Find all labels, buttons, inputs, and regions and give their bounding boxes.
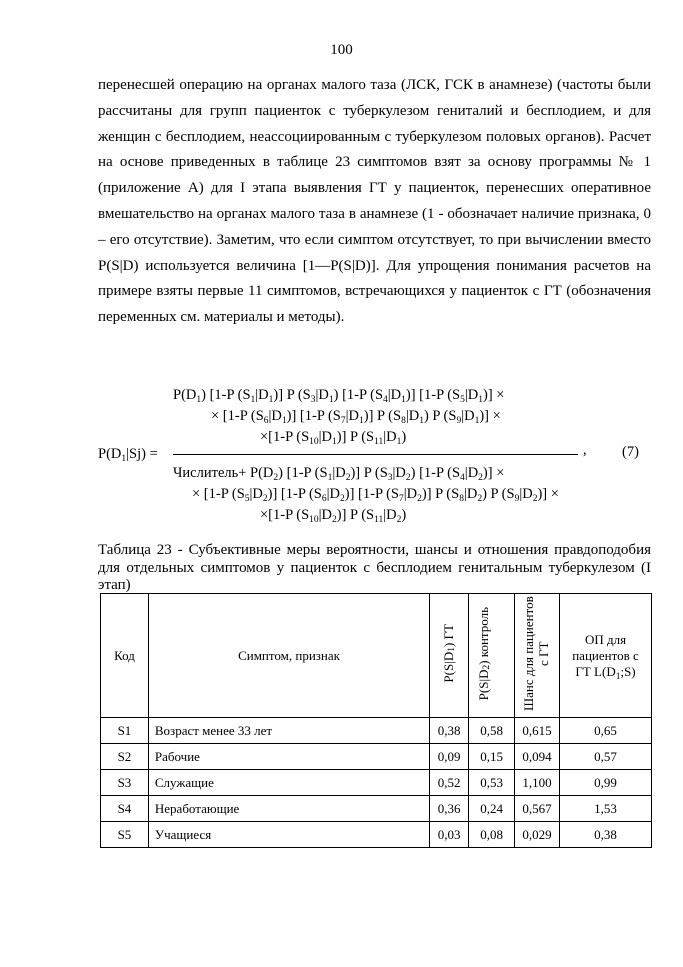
cell-p-control: 0,58 [469, 718, 515, 744]
header-lr: ОП для пациентов с ГТ $L(D_1;S)$ [560, 594, 652, 718]
table-row [101, 744, 652, 770]
cell-odds: 0,029 [515, 822, 560, 848]
cell-odds: 0,615 [515, 718, 560, 744]
formula-comma: , [583, 442, 587, 458]
cell-lr: 0,99 [560, 770, 652, 796]
cell-p-gt: 0,03 [430, 822, 469, 848]
formula-numerator-line-3: ×[1-P $(S_{10}|D_1)$] P $(S_{11}|D_1)$ [260, 429, 407, 447]
cell-lr: 1,53 [560, 796, 652, 822]
cell-p-control: 0,53 [469, 770, 515, 796]
header-odds: Шанс для пациентов с ГТ [515, 594, 560, 718]
cell-symptom: Учащиеся [148, 822, 429, 848]
cell-p-control: 0,08 [469, 822, 515, 848]
cell-p-gt: 0,38 [430, 718, 469, 744]
formula-number: (7) [622, 444, 639, 460]
cell-code: S1 [101, 718, 149, 744]
body-paragraph: перенесшей операцию на органах малого таза (ЛСК, ГСК в анамнезе) (частоты были рассчитаны для групп пациенток с туберкулезом гениталий и бесплодием, и для женщин с бесплодием, неассоциированным с туберкулезом половых органов). Расчет на основе приведенных в таблице 23 симптомов взят за основу программы № 1 (приложение А) для I этапа выявления ГТ у пациенток, перенесших оперативное вмешательство на органах малого таза в анамнезе (1 - обозначает наличие признака, 0 – его отсутствие). Заметим, что если симптом отсутствует, то при вычислении вместо P(S|D) используется величина [1—P(S|D)]. Для упрощения понимания расчетов на примере взяты первые 11 симптомов, встречающихся у пациенток с ГТ (обозначения переменных см. материалы и методы). [98, 77, 651, 326]
cell-symptom: Рабочие [148, 744, 429, 770]
cell-lr: 0,65 [560, 718, 652, 744]
table-row [101, 718, 652, 744]
formula-denominator-line-3: ×[1-P $(S_{10}|D_2)$] P $(S_{11}|D_2)$ [260, 507, 407, 525]
table-23 [100, 593, 652, 848]
table-row [101, 822, 652, 848]
header-code: Код [101, 594, 149, 718]
page-number: 100 [330, 42, 353, 58]
cell-odds: 0,567 [515, 796, 560, 822]
table-caption: Таблица 23 - Субъективные меры вероятности, шансы и отношения правдоподобия для отдельных симптомов у пациенток с бесплодием генитальным туберкулезом (I этап) [98, 542, 651, 593]
cell-symptom: Возраст менее 33 лет [148, 718, 429, 744]
cell-lr: 0,38 [560, 822, 652, 848]
cell-p-gt: 0,09 [430, 744, 469, 770]
cell-code: S2 [101, 744, 149, 770]
cell-p-gt: 0,52 [430, 770, 469, 796]
cell-odds: 1,100 [515, 770, 560, 796]
table-row [101, 770, 652, 796]
formula-lhs: $P(D_1|Sj)$ = [98, 446, 158, 464]
cell-odds: 0,094 [515, 744, 560, 770]
cell-code: S4 [101, 796, 149, 822]
cell-lr: 0,57 [560, 744, 652, 770]
formula-numerator-line-2: × [1-P $(S_6|D_1)$] [1-P $(S_7|D_1)$] P $(S_8|D_1)$ P $(S_9|D_1)$] × [211, 408, 501, 426]
cell-code: S3 [101, 770, 149, 796]
table-header-row [101, 594, 652, 718]
cell-symptom: Неработающие [148, 796, 429, 822]
cell-p-control: 0,15 [469, 744, 515, 770]
cell-p-control: 0,24 [469, 796, 515, 822]
formula-denominator-line-1: Числитель+ $P(D_2)$ [1-P $(S_1|D_2)$] P $(S_3|D_2)$ [1-P $(S_4|D_2)$] × [173, 465, 505, 483]
cell-code: S5 [101, 822, 149, 848]
formula-denominator-line-2: × [1-P $(S_5|D_2)$] [1-P $(S_6|D_2)$] [1-P $(S_7|D_2)$] P $(S_8|D_2)$ P $(S_9|D_2)$] × [192, 486, 559, 504]
table-row [101, 796, 652, 822]
cell-symptom: Служащие [148, 770, 429, 796]
header-p-gt: $P(S|D_1)$ ГТ [430, 594, 469, 718]
header-symptom: Симптом, признак [148, 594, 429, 718]
header-p-control: $P(S|D_2)$ контроль [469, 594, 515, 718]
fraction-bar [173, 454, 578, 455]
formula-numerator-line-1: $P(D_1)$ [1-P $(S_1|D_1)$] P $(S_3|D_1)$ [1-P $(S_4|D_1)$] [1-P $(S_5|D_1)$] × [173, 387, 505, 405]
cell-p-gt: 0,36 [430, 796, 469, 822]
